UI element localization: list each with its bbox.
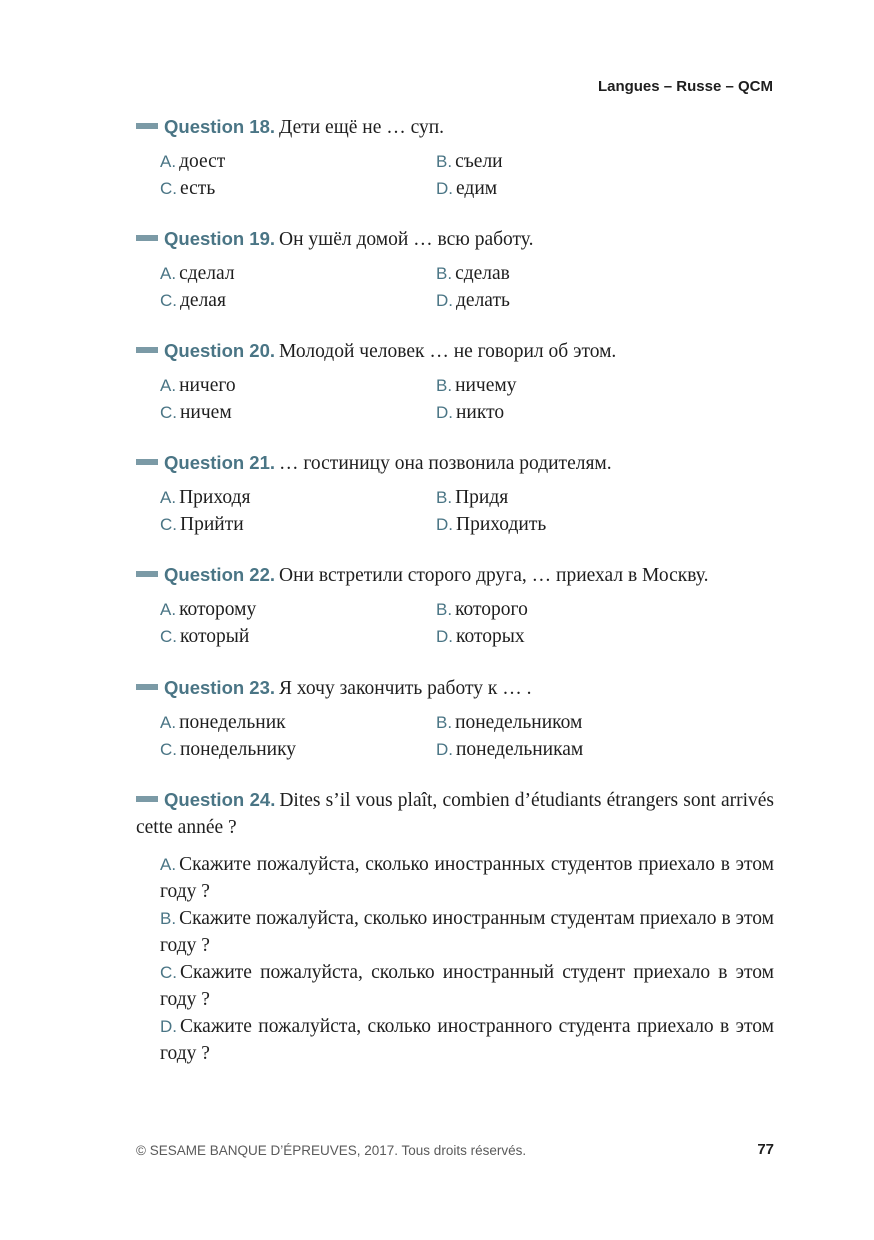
question-heading [136, 113, 774, 141]
option-letter: D. [160, 1017, 177, 1036]
answer-options [160, 260, 774, 314]
option-c[interactable] [160, 623, 249, 650]
page-number: 77 [757, 1141, 774, 1158]
question-text: Они встретили сторого друга, … приехал в Москву. [279, 565, 709, 586]
question-23 [136, 674, 774, 763]
option-text: Придя [455, 487, 509, 508]
option-letter: D. [436, 627, 453, 646]
option-text: доест [179, 151, 226, 172]
question-number: Question 18. [164, 116, 276, 137]
option-text: которому [179, 599, 257, 620]
question-19 [136, 225, 774, 314]
option-text: Скажите пожалуйста, сколько иностранного студента приехало в этом году ? [160, 1016, 774, 1064]
option-a[interactable] [160, 851, 774, 905]
question-text: Молодой человек … не говорил об этом. [279, 341, 617, 362]
option-d[interactable] [436, 511, 546, 538]
question-number: Question 19. [164, 228, 276, 249]
answer-options [160, 596, 774, 650]
option-text: понедельником [455, 712, 583, 733]
option-letter: B. [436, 600, 453, 619]
option-letter: B. [436, 264, 453, 283]
option-letter: D. [436, 179, 453, 198]
answer-options [160, 851, 774, 1067]
question-number: Question 21. [164, 452, 276, 473]
option-letter: A. [160, 600, 177, 619]
option-c[interactable] [160, 736, 296, 763]
answer-options [160, 372, 774, 426]
option-text: ничем [180, 402, 232, 423]
question-heading [136, 561, 774, 589]
question-heading [136, 225, 774, 253]
option-letter: A. [160, 855, 177, 874]
option-text: съели [455, 151, 503, 172]
option-a[interactable] [160, 372, 236, 399]
option-letter: C. [160, 627, 177, 646]
question-24 [136, 786, 774, 1067]
question-text: Я хочу закончить работу к … . [279, 678, 532, 699]
option-c[interactable] [160, 399, 232, 426]
question-number: Question 23. [164, 677, 276, 698]
option-b[interactable] [436, 484, 508, 511]
question-bar-icon [136, 684, 158, 690]
question-22 [136, 561, 774, 650]
option-b[interactable] [436, 372, 517, 399]
option-letter: B. [436, 713, 453, 732]
option-text: понедельникам [456, 739, 584, 760]
option-c[interactable] [160, 959, 774, 1013]
question-20 [136, 337, 774, 426]
option-letter: B. [436, 152, 453, 171]
option-text: ничего [179, 375, 236, 396]
option-text: который [180, 626, 250, 647]
option-a[interactable] [160, 148, 225, 175]
option-b[interactable] [436, 596, 528, 623]
option-b[interactable] [436, 260, 510, 287]
option-text: делая [180, 290, 226, 311]
option-text: Приходить [456, 514, 547, 535]
option-letter: C. [160, 515, 177, 534]
option-text: которого [455, 599, 528, 620]
option-letter: C. [160, 963, 177, 982]
answer-options [160, 484, 774, 538]
answer-options [160, 148, 774, 202]
option-letter: D. [436, 740, 453, 759]
option-d[interactable] [160, 1013, 774, 1067]
question-text: … гостиницу она позвонила родителям. [279, 453, 612, 474]
option-b[interactable] [160, 905, 774, 959]
option-text: понедельнику [180, 739, 297, 760]
option-c[interactable] [160, 287, 226, 314]
option-d[interactable] [436, 287, 510, 314]
option-text: есть [180, 178, 216, 199]
option-d[interactable] [436, 623, 525, 650]
option-letter: C. [160, 291, 177, 310]
option-letter: A. [160, 152, 177, 171]
option-letter: A. [160, 264, 177, 283]
option-letter: C. [160, 403, 177, 422]
option-text: едим [456, 178, 498, 199]
question-bar-icon [136, 347, 158, 353]
option-letter: D. [436, 403, 453, 422]
option-text: сделав [455, 263, 510, 284]
option-letter: B. [160, 909, 177, 928]
question-bar-icon [136, 796, 158, 802]
option-letter: B. [436, 488, 453, 507]
question-heading [136, 337, 774, 365]
question-bar-icon [136, 459, 158, 465]
option-c[interactable] [160, 511, 244, 538]
question-text: Он ушёл домой … всю работу. [279, 229, 534, 250]
question-heading [136, 449, 774, 477]
option-d[interactable] [436, 175, 497, 202]
question-number: Question 20. [164, 340, 276, 361]
option-letter: C. [160, 740, 177, 759]
option-text: сделал [179, 263, 235, 284]
option-letter: B. [436, 376, 453, 395]
option-a[interactable] [160, 260, 235, 287]
copyright-footer: © SESAME BANQUE D’ÉPREUVES, 2017. Tous droits réservés. [136, 1143, 527, 1158]
option-text: никто [456, 402, 505, 423]
question-bar-icon [136, 235, 158, 241]
running-title: Langues – Russe – QCM [597, 78, 773, 95]
question-heading [136, 786, 774, 841]
option-d[interactable] [436, 736, 583, 763]
option-letter: A. [160, 488, 177, 507]
question-bar-icon [136, 571, 158, 577]
option-text: Скажите пожалуйста, сколько иностранный студент приехало в этом году ? [160, 962, 774, 1010]
option-b[interactable] [436, 709, 582, 736]
option-text: делать [456, 290, 510, 311]
option-d[interactable] [436, 399, 504, 426]
option-letter: A. [160, 376, 177, 395]
question-18 [136, 113, 774, 202]
question-text: Дети ещё не … суп. [279, 117, 445, 138]
option-letter: D. [436, 291, 453, 310]
question-number: Question 22. [164, 564, 276, 585]
option-c[interactable] [160, 175, 215, 202]
answer-options [160, 709, 774, 763]
option-letter: C. [160, 179, 177, 198]
question-text: Dites s’il vous plaît, combien d’étudiants étrangers sont arrivés cette année ? [136, 790, 774, 838]
question-number: Question 24. [164, 789, 276, 810]
option-text: которых [456, 626, 525, 647]
option-text: Приходя [179, 487, 251, 508]
option-b[interactable] [436, 148, 503, 175]
option-text: Скажите пожалуйста, сколько иностранных студентов приехало в этом году ? [160, 854, 774, 902]
option-text: Скажите пожалуйста, сколько иностранным студентам приехало в этом году ? [160, 908, 774, 956]
option-text: понедельник [179, 712, 286, 733]
option-letter: D. [436, 515, 453, 534]
option-text: Прийти [180, 514, 244, 535]
question-21 [136, 449, 774, 538]
option-a[interactable] [160, 709, 286, 736]
option-a[interactable] [160, 484, 250, 511]
question-heading [136, 674, 774, 702]
option-letter: A. [160, 713, 177, 732]
option-text: ничему [455, 375, 517, 396]
option-a[interactable] [160, 596, 256, 623]
question-bar-icon [136, 123, 158, 129]
